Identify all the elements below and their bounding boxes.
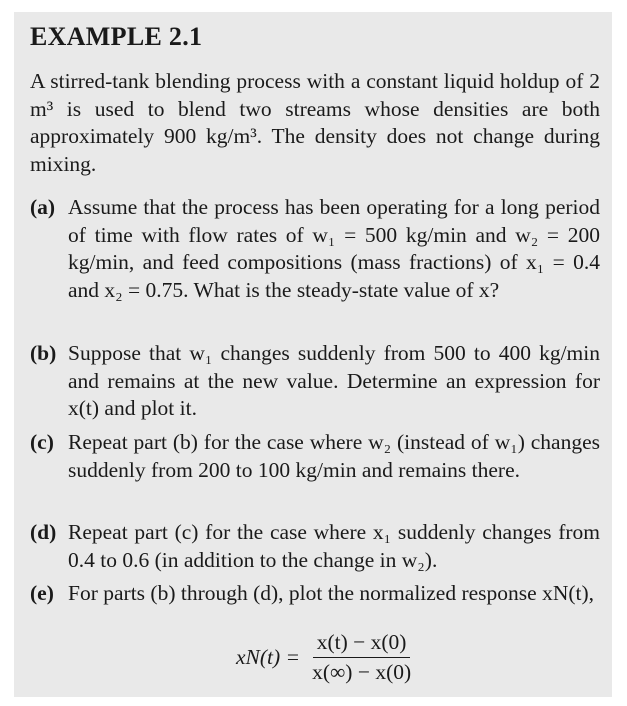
part-d-text: Repeat part (c) for the case where x₁ suddenly changes from 0.4 to 0.6 (in addition to the change in w₂).	[68, 520, 600, 572]
normalized-response-equation	[236, 630, 415, 685]
equation-lhs: xN(t) =	[236, 645, 301, 669]
equation-numerator: x(t) − x(0)	[313, 630, 411, 658]
part-b-text: Suppose that w₁ changes suddenly from 500 to 400 kg/min and remains at the new value. Determine an expression for x(t) and plot it.	[68, 341, 600, 420]
example-title: EXAMPLE 2.1	[30, 22, 203, 51]
example-box	[14, 12, 612, 697]
part-a-label: (a)	[30, 195, 56, 219]
part-a-text: Assume that the process has been operating for a long period of time with flow rates of w₁ = 500 kg/min and w₂ = 200 kg/min, and feed compositions (mass fractions) of x₁ = 0.4 and x₂ = 0.75. What is the steady-state value of x?	[68, 195, 600, 302]
part-d	[30, 519, 600, 574]
part-e-text: For parts (b) through (d), plot the normalized response xN(t),	[68, 581, 595, 605]
part-c-label: (c)	[30, 430, 54, 454]
example-intro: A stirred-tank blending process with a constant liquid holdup of 2 m³ is used to blend two streams whose densities are both approximately 900 kg/m³. The density does not change during mixing.	[30, 69, 600, 176]
part-b	[30, 340, 600, 423]
part-e	[30, 580, 600, 608]
part-c	[30, 429, 600, 484]
part-a	[30, 194, 600, 304]
equation-denominator: x(∞) − x(0)	[312, 660, 412, 684]
equation-fraction	[308, 630, 415, 685]
part-c-text: Repeat part (b) for the case where w₂ (instead of w₁) changes suddenly from 200 to 100 kg/min and remains there.	[68, 430, 600, 482]
part-b-label: (b)	[30, 341, 57, 365]
part-e-label: (e)	[30, 581, 54, 605]
part-d-label: (d)	[30, 520, 57, 544]
